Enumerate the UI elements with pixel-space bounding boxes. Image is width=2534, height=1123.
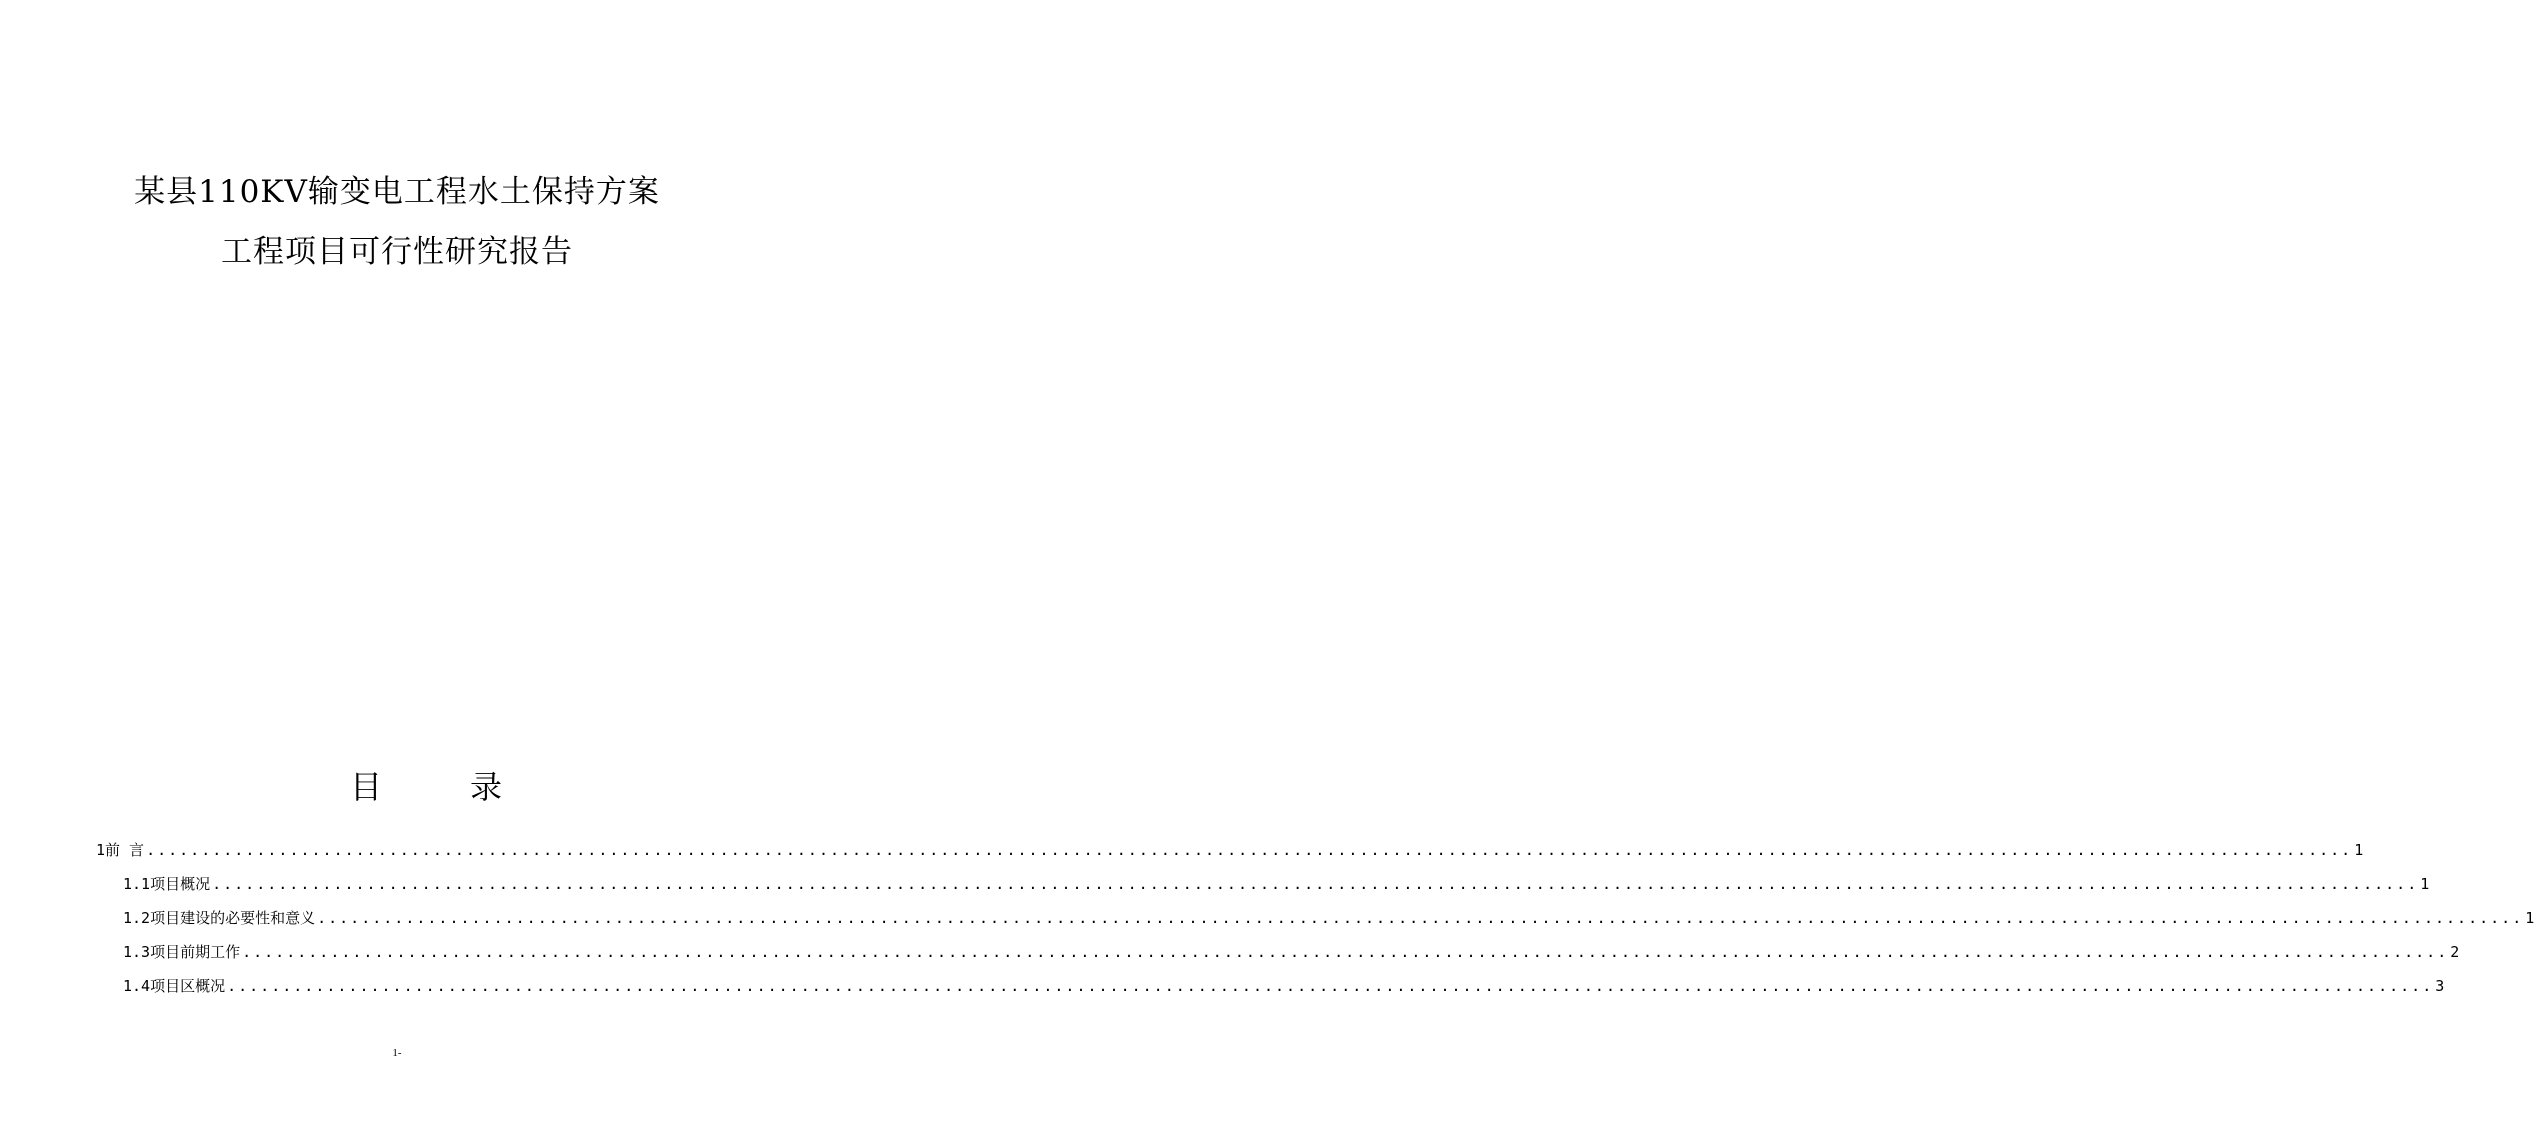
toc-entry-page: 1 <box>2525 909 2534 927</box>
footer-page-number: 1- <box>392 1047 402 1059</box>
toc-entry-label: 1.1项目概况 <box>123 875 211 893</box>
toc-entry[interactable] <box>96 839 2364 863</box>
toc-heading-char-1: 目 <box>350 768 383 806</box>
toc-entry[interactable] <box>123 975 2445 999</box>
toc-entry[interactable] <box>123 941 2460 965</box>
toc-leader-dots: ........................................................................................................................................................................................................ <box>227 977 2434 995</box>
toc-entry-label: 1.2项目建设的必要性和意义 <box>123 909 316 927</box>
toc-entry[interactable] <box>123 907 2534 931</box>
toc-entry-label: 1前 言 <box>96 841 145 859</box>
toc-entry-page: 3 <box>2435 977 2445 995</box>
toc-heading-char-2: 录 <box>470 768 503 806</box>
toc-entry-page: 2 <box>2450 943 2460 961</box>
toc-entry-label: 1.3项目前期工作 <box>123 943 241 961</box>
toc-leader-dots: ........................................................................................................................................................................................................ <box>146 841 2353 859</box>
toc-leader-dots: ........................................................................................................................................................................................................ <box>317 909 2524 927</box>
toc-entry-page: 1 <box>2420 875 2430 893</box>
document-title-line-2: 工程项目可行性研究报告 <box>221 234 573 270</box>
document-title-line-1: 某县110KV输变电工程水土保持方案 <box>134 174 660 210</box>
toc-leader-dots: ........................................................................................................................................................................................................ <box>212 875 2419 893</box>
toc-entry[interactable] <box>123 873 2430 897</box>
toc-entry-page: 1 <box>2354 841 2364 859</box>
toc-leader-dots: ........................................................................................................................................................................................................ <box>242 943 2449 961</box>
toc-entry-label: 1.4项目区概况 <box>123 977 226 995</box>
toc-heading <box>0 762 794 806</box>
